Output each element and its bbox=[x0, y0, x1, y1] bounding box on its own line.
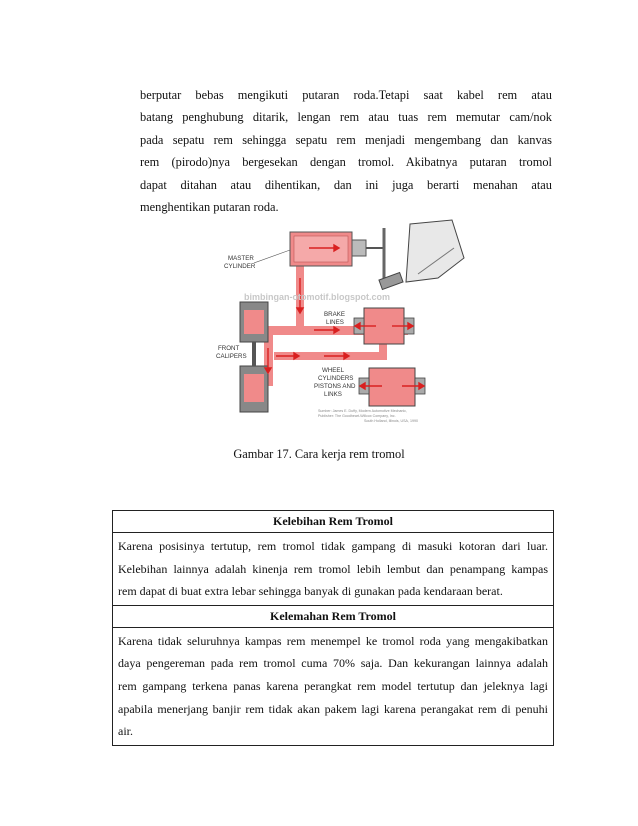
cell-line: rem gampang terkena panas karena perangkat rem model tertutup dan jeleknya lagi bbox=[118, 678, 548, 693]
disadvantages-header: Kelemahan Rem Tromol bbox=[113, 605, 554, 627]
label-wheel-cylinders: LINKS bbox=[324, 391, 342, 398]
advantages-header: Kelebihan Rem Tromol bbox=[113, 511, 554, 533]
figure-source: Publisher: The Goodheart-Willcox Company, Inc. bbox=[318, 414, 396, 418]
label-brake-lines: LINES bbox=[326, 319, 344, 326]
brake-diagram bbox=[214, 218, 480, 432]
paragraph-line: batang penghubung ditarik, lengan rem atau tuas rem memutar cam/nok bbox=[140, 110, 552, 125]
table-row bbox=[113, 533, 554, 606]
label-brake-lines: BRAKE bbox=[324, 311, 345, 318]
body-paragraph bbox=[140, 84, 552, 218]
advantages-cell bbox=[113, 533, 554, 606]
figure-source: Sumber: James E. Duffy, Modern Automotive Mechanic, bbox=[318, 409, 407, 413]
table-row bbox=[113, 627, 554, 745]
label-front-calipers: FRONT bbox=[218, 345, 240, 352]
brake-pedal bbox=[379, 220, 464, 289]
cell-line: Kelebihan lainnya adalah kinenja rem tromol lebih lembut dan penampang kampas bbox=[118, 561, 548, 576]
cell-line: air. bbox=[118, 724, 133, 739]
label-master-cylinder: CYLINDER bbox=[224, 263, 256, 270]
cell-line: rem dapat di buat extra lebar sehingga banyak di gunakan pada kendaraan berat. bbox=[118, 584, 503, 599]
comparison-table bbox=[112, 510, 554, 746]
figure-watermark: bimbingan-otomotif.blogspot.com bbox=[244, 292, 390, 302]
figure-source: South Holland, Illinois, USA, 1990 bbox=[364, 419, 418, 423]
paragraph-line: rem (pirodo)nya bergesekan dengan tromol. Akibatnya putaran tromol bbox=[140, 155, 552, 170]
figure-caption: Gambar 17. Cara kerja rem tromol bbox=[233, 447, 405, 461]
cell-line: Karena tidak seluruhnya kampas rem menempel ke tromol roda yang mengakibatkan bbox=[118, 633, 548, 648]
disadvantages-cell bbox=[113, 627, 554, 745]
paragraph-line: menghentikan putaran roda. bbox=[140, 199, 279, 214]
paragraph-line: berputar bebas mengikuti putaran roda.Tetapi saat kabel rem atau bbox=[140, 88, 552, 102]
paragraph-line: pada sepatu rem sehingga sepatu rem menjadi mengembang dan kanvas bbox=[140, 132, 552, 147]
paragraph-line: dapat ditahan atau dihentikan, dan ini juga berarti menahan atau bbox=[140, 177, 552, 192]
label-front-calipers: CALIPERS bbox=[216, 353, 247, 360]
table-row bbox=[113, 605, 554, 627]
label-master-cylinder: MASTER bbox=[228, 255, 254, 262]
cell-line: Karena posisinya tertutup, rem tromol tidak gampang di masuki kotoran dari luar. bbox=[118, 539, 548, 553]
cell-line: apabila menerjang banjir rem tidak akan pakem lagi karena perangakat rem di penuhi bbox=[118, 701, 548, 716]
cell-line: daya pengereman pada rem tromol cuma 70% saja. Dan kekurangan lainnya adalah bbox=[118, 656, 548, 671]
label-wheel-cylinders: CYLINDERS bbox=[318, 375, 354, 382]
brake-system-figure bbox=[214, 218, 480, 432]
label-wheel-cylinders: PISTONS AND bbox=[314, 383, 356, 390]
label-wheel-cylinders: WHEEL bbox=[322, 367, 345, 374]
table-row bbox=[113, 511, 554, 533]
